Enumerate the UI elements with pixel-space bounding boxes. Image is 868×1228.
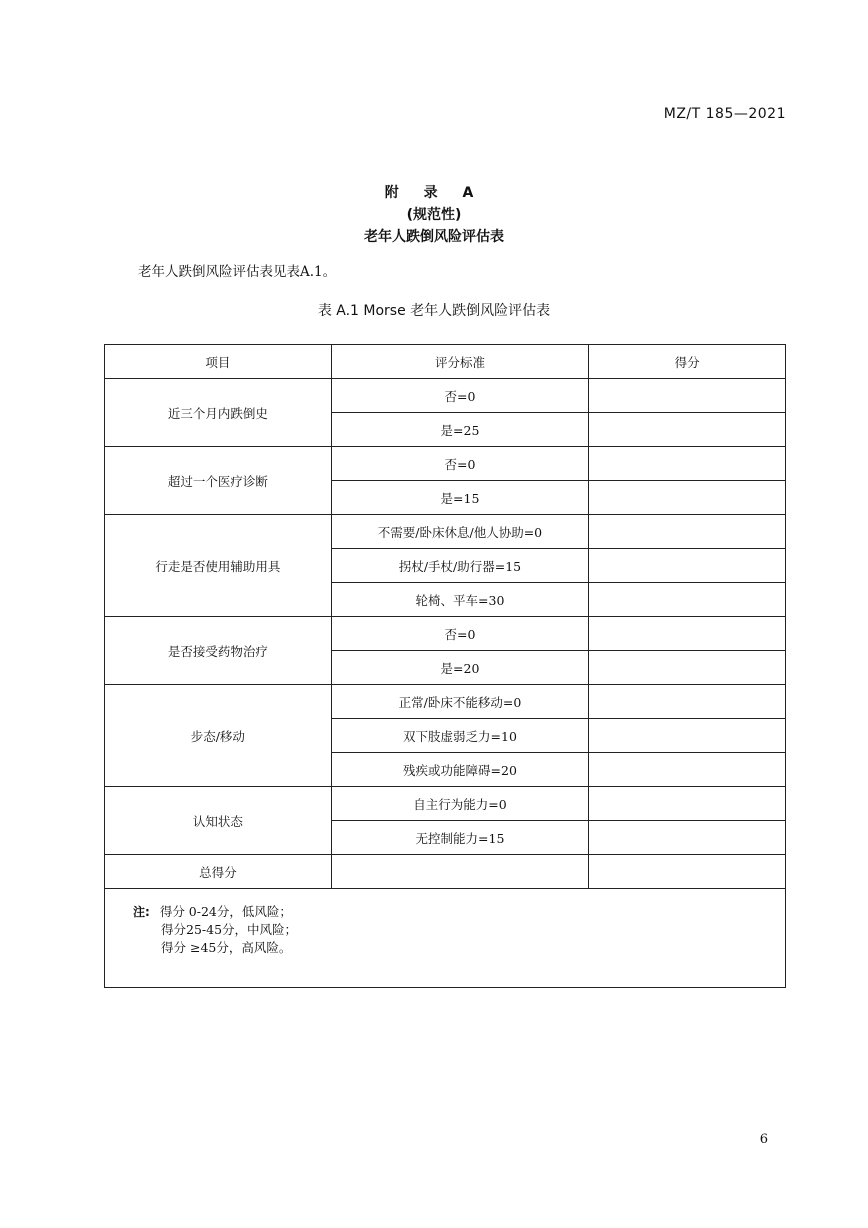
criteria-cell: 是=25 [331, 413, 589, 447]
page-number: 6 [759, 1132, 768, 1147]
table-row [105, 685, 786, 719]
item-cell: 超过一个医疗诊断 [105, 447, 332, 515]
note-row [105, 889, 786, 988]
table-row [105, 447, 786, 481]
total-label: 总得分 [105, 855, 332, 889]
total-row [105, 855, 786, 889]
table-caption: 表 A.1 Morse 老年人跌倒风险评估表 [317, 303, 551, 319]
score-cell[interactable] [589, 651, 786, 685]
intro-paragraph: 老年人跌倒风险评估表见表A.1。 [138, 264, 337, 280]
standard-code: MZ/T 185—2021 [663, 106, 786, 122]
score-cell[interactable] [589, 821, 786, 855]
table-row [105, 787, 786, 821]
header-criteria: 评分标准 [331, 345, 589, 379]
criteria-cell: 轮椅、平车=30 [331, 583, 589, 617]
table-row [105, 379, 786, 413]
score-cell[interactable] [589, 379, 786, 413]
item-cell: 行走是否使用辅助用具 [105, 515, 332, 617]
note-label: 注: [133, 905, 150, 919]
score-cell[interactable] [589, 515, 786, 549]
score-cell[interactable] [589, 481, 786, 515]
score-cell[interactable] [589, 583, 786, 617]
appendix-title: 附 录 A [384, 185, 484, 201]
total-score-cell[interactable] [589, 855, 786, 889]
table-row [105, 515, 786, 549]
score-cell[interactable] [589, 413, 786, 447]
appendix-subtitle: 老年人跌倒风险评估表 [364, 229, 504, 245]
criteria-cell: 正常/卧床不能移动=0 [331, 685, 589, 719]
appendix-nature: (规范性) [406, 207, 462, 223]
criteria-cell: 双下肢虚弱乏力=10 [331, 719, 589, 753]
score-cell[interactable] [589, 719, 786, 753]
criteria-cell: 无控制能力=15 [331, 821, 589, 855]
note-line-high-risk: 得分 ≥45分，高风险。 [161, 940, 292, 955]
morse-assessment-table [104, 344, 786, 988]
item-cell: 近三个月内跌倒史 [105, 379, 332, 447]
header-score: 得分 [589, 345, 786, 379]
score-cell[interactable] [589, 617, 786, 651]
criteria-cell: 拐杖/手杖/助行器=15 [331, 549, 589, 583]
score-cell[interactable] [589, 447, 786, 481]
note-cell [105, 889, 786, 988]
criteria-cell: 自主行为能力=0 [331, 787, 589, 821]
criteria-cell: 是=15 [331, 481, 589, 515]
criteria-cell: 否=0 [331, 617, 589, 651]
note-line-low-risk: 得分 0-24分，低风险； [159, 904, 292, 919]
item-cell: 步态/移动 [105, 685, 332, 787]
criteria-cell: 否=0 [331, 447, 589, 481]
table-header-row [105, 345, 786, 379]
table-row [105, 617, 786, 651]
criteria-cell: 残疾或功能障碍=20 [331, 753, 589, 787]
score-cell[interactable] [589, 787, 786, 821]
criteria-cell: 否=0 [331, 379, 589, 413]
criteria-cell: 是=20 [331, 651, 589, 685]
item-cell: 认知状态 [105, 787, 332, 855]
header-item: 项目 [105, 345, 332, 379]
criteria-cell: 不需要/卧床休息/他人协助=0 [331, 515, 589, 549]
score-cell[interactable] [589, 685, 786, 719]
item-cell: 是否接受药物治疗 [105, 617, 332, 685]
score-cell[interactable] [589, 549, 786, 583]
score-cell[interactable] [589, 753, 786, 787]
note-line-medium-risk: 得分25-45分，中风险； [161, 922, 298, 937]
total-criteria-cell [331, 855, 589, 889]
